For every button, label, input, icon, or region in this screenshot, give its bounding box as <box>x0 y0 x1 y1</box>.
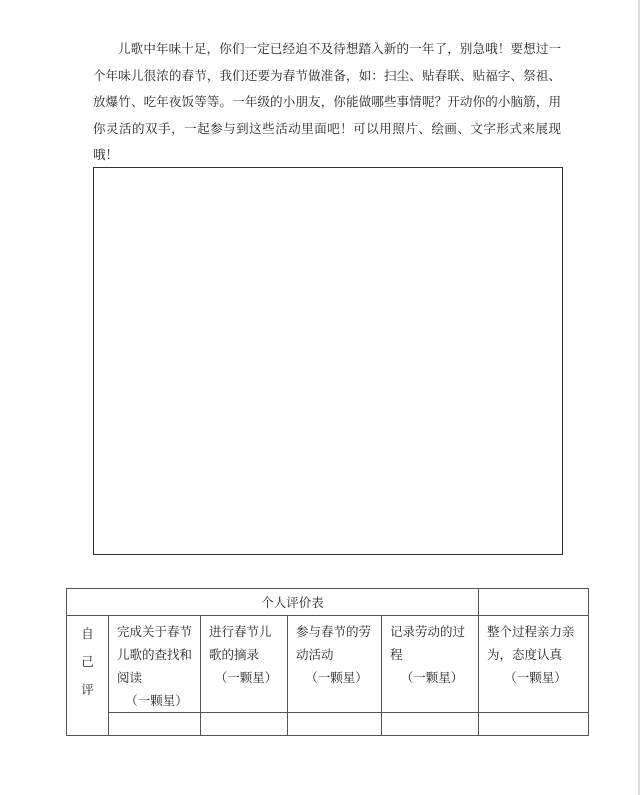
score-cell[interactable] <box>109 713 201 736</box>
row-header <box>67 616 109 736</box>
star-label: （一颗星） <box>305 670 368 685</box>
intro-text: 儿歌中年味十足，你们一定已经迫不及待想踏入新的一年了，别急哦！要想过一个年味儿很浓的春节，我们还要为春节做准备，如：扫尘、贴春联、贴福字、祭祖、放爆竹、吃年夜饭等等。一年级的小朋友，你能做哪些事情呢？开动你的小脑筋，用你灵活的双手，一起参与到这些活动里面吧！可以用照片、绘画、文字形式来展现哦！ <box>93 41 561 162</box>
score-cell[interactable] <box>201 713 288 736</box>
criterion-text: 进行春节儿歌的摘录 <box>209 624 272 662</box>
criteria-row <box>67 616 589 713</box>
row-header-text: 自己评 <box>81 626 94 697</box>
criterion-text: 记录劳动的过程 <box>390 624 466 662</box>
star-label: （一颗星） <box>504 670 567 685</box>
criterion-text: 参与春节的劳动活动 <box>296 624 372 662</box>
criterion-cell <box>201 616 288 713</box>
score-cell[interactable] <box>479 713 589 736</box>
evaluation-table <box>66 588 589 736</box>
criterion-cell <box>382 616 479 713</box>
table-title: 个人评价表 <box>67 589 479 616</box>
criterion-text: 完成关于春节儿歌的查找和阅读 <box>117 624 193 685</box>
drawing-area <box>93 167 563 555</box>
criterion-cell <box>288 616 382 713</box>
star-label: （一颗星） <box>400 670 464 685</box>
criterion-cell <box>479 616 589 713</box>
table-corner-cell <box>479 589 589 616</box>
star-label: （一颗星） <box>214 670 278 685</box>
criterion-cell <box>109 616 201 713</box>
intro-paragraph <box>93 36 561 169</box>
criterion-text: 整个过程亲力亲为，态度认真 <box>487 624 575 662</box>
score-cell[interactable] <box>382 713 479 736</box>
table-title-row <box>67 589 589 616</box>
star-label: （一颗星） <box>125 693 188 708</box>
score-row <box>67 713 589 736</box>
score-cell[interactable] <box>288 713 382 736</box>
